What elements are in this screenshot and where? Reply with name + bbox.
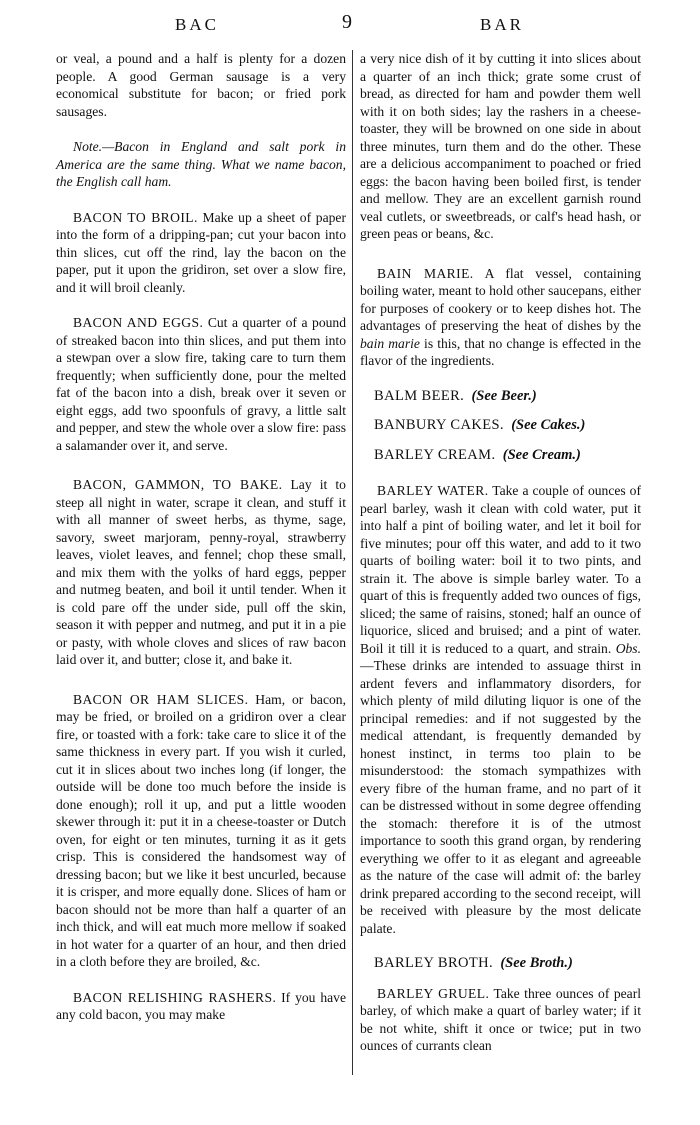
entry-text: If you have any cold bacon, you may make [56,989,346,1022]
entry-text: A flat vessel, containing boiling water, meant to hold other saucepans, either for purposes of cookery or to keep dishes hot. The advantages of preserving the heat of dishes by the [360,265,641,333]
see-reference: (See Broth.) [500,955,573,971]
entry-text: Ham, or bacon, may be fried, or broiled on a gridiron over a clear fire, or toasted with a fork: take care to slice it of the same thickness in every part. If you wish it curled, cut it in slices about two inches long (if longer, the outside will be done too much before the inside is done enough); roll it up, and put a little wooden skewer through it: put it in a cheese-toaster or Dutch oven, for eight or ten minutes, turning it as it gets crisp. This is considered the handsomest way of dressing bacon; but we like it best uncurled, because it is crisper, and more equally done. Slices of ham or bacon should not be more than half a quarter of an inch thick, and will eat much more mellow if soaked in hot water for a quarter of an hour, and then dried in a cloth before they are broiled, &c. [56,691,346,969]
left-column [56,50,346,1024]
xref-heading: BALM BEER. [374,387,465,404]
see-reference: (See Beer.) [471,387,537,404]
entry-heading: BARLEY GRUEL. [377,985,490,1001]
entry-text: is this, that no change is effected in the flavor of the ingredients. [360,335,641,368]
entry-bain-marie [360,265,641,370]
entry-barley-water [360,482,641,937]
xref-heading: BARLEY CREAM. [374,446,496,463]
entry-heading: BACON RELISHING RASHERS. [73,989,277,1005]
entry-heading: BAIN MARIE. [377,265,474,281]
entry-bacon-to-broil [56,209,346,297]
entry-heading: BACON OR HAM SLICES. [73,691,249,707]
entry-heading: BARLEY WATER. [377,483,489,498]
entry-bacon-and-eggs [56,314,346,454]
xref-heading: BARLEY BROTH. [374,955,494,971]
see-reference: (See Cakes.) [511,417,586,433]
xref-barley-cream [360,447,641,465]
xref-heading: BANBURY CAKES. [374,417,504,433]
continuation-paragraph: a very nice dish of it by cutting it into slices about a quarter of an inch thick; grate some crust of bread, as directed for ham and powder them well with it on both sides; lay the rashers in a cheese-toaster, they will be browned on one side in about three minutes, turn them and do the other. These are a delicious accompaniment to poached or fried eggs: the bacon having been boiled first, is tender and mellow. They are an excellent garnish round veal cutlets, or sweetbreads, or calf's head hash, or green peas or beans, &c. [360,51,641,241]
xref-banbury-cakes [360,417,641,435]
note-paragraph: Note.—Bacon in England and salt pork in America are the same thing. What we name bacon, the English call ham. [56,139,346,189]
xref-balm-beer [360,388,641,406]
entry-text: Make up a sheet of paper into the form of a dripping-pan; cut your bacon into thin slices, cut off the rind, lay the bacon on the paper, put it upon the gridiron, set over a slow fire, and it will broil cleanly. [56,209,346,295]
entry-text: Take three ounces of pearl barley, of which make a quart of barley water; if it be not white, shift it once or twice; put in two ounces of currants clean [360,985,641,1053]
entry-text: Take a couple of ounces of pearl barley, wash it clean with cold water, put it into half a pint of boiling water, and let it boil for five minutes; pour off this water, and add to it two quarts of boiling water: boil it to two pints, and strain it. The above is simple barley water. To a quart of this is frequently added two ounces of figs, sliced; the same of raisins, stoned; half an ounce of liquorice, sliced and bruised; and a pint of water. Boil it till it is reduced to a quart, and strain. [360,483,642,656]
entry-text: —These drinks are intended to assuage thirst in ardent fevers and inflammatory disorders, for which plenty of mild diluting liquor is one of the principal remedies: and if not suggested by the medical attendant, is frequently demanded by honest instinct, in terms too plain to be misunderstood: the stomach sympathizes with every fibre of the human frame, and no part of it can be distressed without in some degree offending the stomach: therefore it is of the utmost importance to sooth this grand organ, by rendering everything we offer to it as elegant and agreeable as the nature of the case will admit of: the barley drink prepared according to the second receipt, will be received with pleasure by the most delicate palate. [360,658,641,936]
entry-text: Cut a quarter of a pound of streaked bacon into thin slices, and put them into a stewpan over a slow fire, taking care to turn them frequently; when sufficiently done, pour the melted fat of the bacon into a dish, break over it seven or eight eggs, add two spoonfuls of gravy, a little salt and pepper, and stew the whole over a slow fire: pass a salamander over it, and serve. [56,315,347,453]
column-divider [352,50,353,1075]
page-number: 9 [342,11,355,33]
right-column [360,50,641,1055]
entry-bacon-gammon-to-bake [56,476,346,669]
intro-paragraph: or veal, a pound and a half is plenty for a dozen people. A good German sausage is a very economical substitute for bacon; or fried pork sausages. [56,51,346,119]
entry-heading: BACON, GAMMON, TO BAKE. [73,477,283,492]
entry-heading: BACON AND EGGS. [73,315,204,330]
entry-bacon-or-ham-slices [56,691,346,971]
xref-barley-broth [360,955,641,973]
running-head-right: BAR [480,15,524,34]
entry-barley-gruel [360,985,641,1055]
entry-italic: Obs. [615,640,641,656]
entry-heading: BACON TO BROIL. [73,209,198,225]
running-head-left: BAC [175,15,219,34]
see-reference: (See Cream.) [502,446,581,463]
entry-italic: bain marie [360,335,420,351]
entry-text: Lay it to steep all night in water, scrape it clean, and stuff it with all manner of sweet herbs, as thyme, sage, savory, sweet marjoram, penny-royal, strawberry leaves, violet leaves, and fennel; chop these small, and mix them with the yolks of hard eggs, pepper and nutmeg beaten, and boil it until tender. When it is cold pare off the under side, pull off the skin, season it with pepper and nutmeg, and put it in a pie or pasty, with whole cloves and slices of raw bacon laid over it, and butter; close it, and bake it. [56,477,346,667]
entry-bacon-relishing-rashers [56,989,346,1024]
